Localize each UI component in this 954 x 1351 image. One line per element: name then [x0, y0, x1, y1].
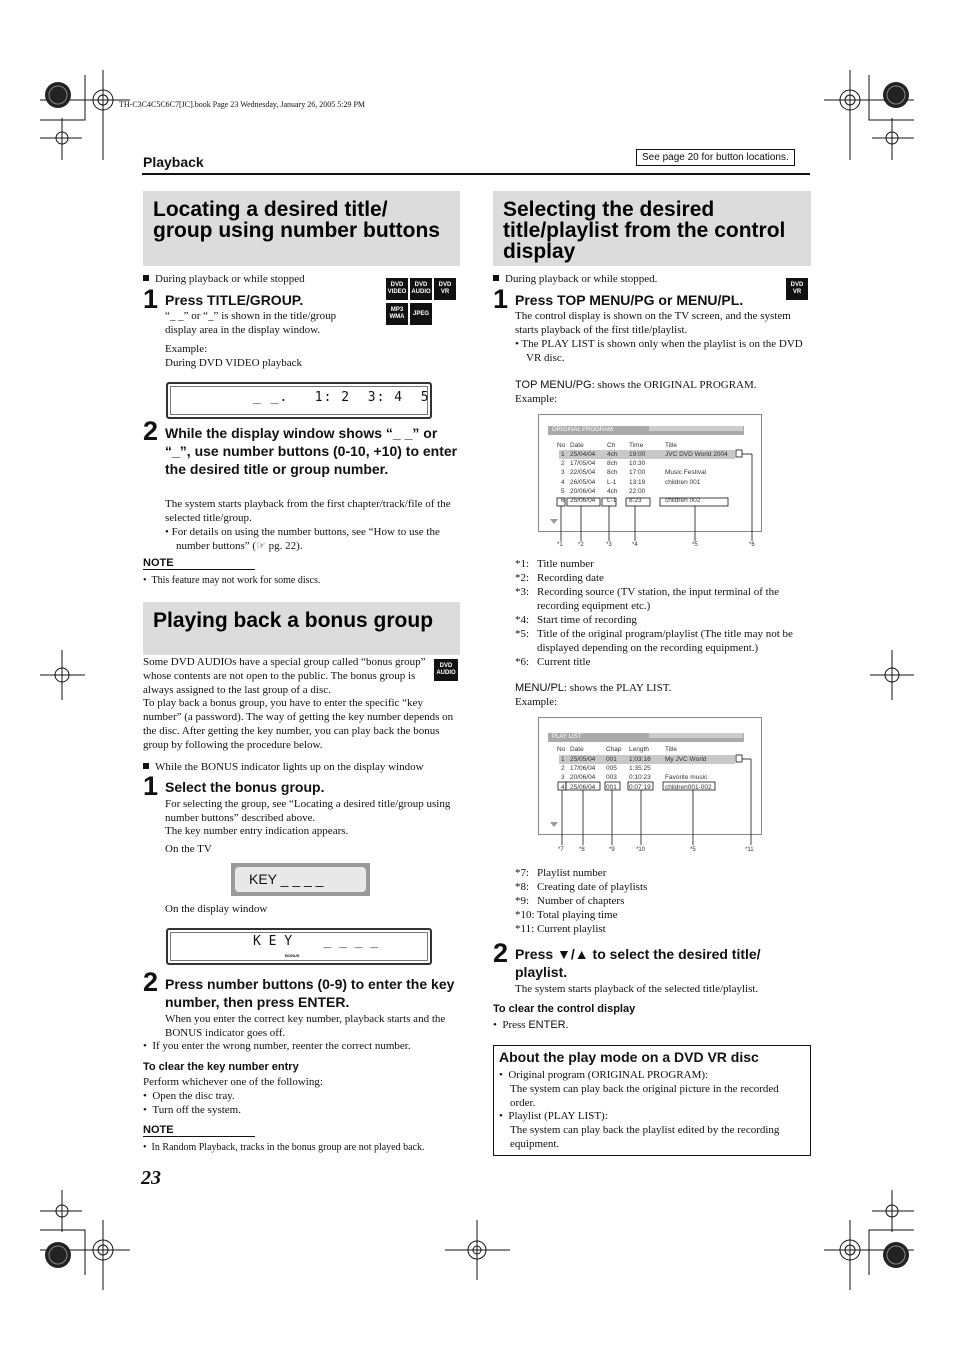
footnote: *3: Recording source (TV station, the input terminal of the recording equipment etc.)	[515, 586, 780, 612]
display-window-title-group	[166, 382, 432, 419]
step-1-text: “_ _” or “_” is shown in the title/group display area in the display window.	[165, 310, 337, 336]
note-text: • This feature may not work for some discs.	[143, 575, 321, 586]
play-mode-box-title: About the play mode on a DVD VR disc	[499, 1049, 759, 1065]
footnote: *9: Number of chapters	[515, 895, 625, 907]
clear-key-bullet-2: • Turn off the system.	[143, 1104, 241, 1116]
play-list-callout-lines	[538, 717, 768, 852]
table-cell: My JVC World	[665, 756, 707, 763]
play-list-callouts: *7 *8 *9 *10 *5 *11	[558, 847, 754, 853]
display-window-key	[166, 928, 432, 965]
condition-bonus: While the BONUS indicator lights up on the display window	[143, 760, 424, 774]
table-cell: 8:23	[629, 496, 642, 504]
step-2-text: The system starts playback from the first chapter/track/file of the selected title/group.	[165, 498, 451, 524]
table-cell: JVC DVD World 2004	[665, 451, 728, 458]
original-program-screen: ORIGINAL PROGRAM No Date Ch Time Title 1 25/04/04 4ch 19:00 JVC DVD World 2004 2 17/05/04 8ch 10:30 3 22/05/04 8ch 17:00 Music Festival 4 26/05/04 L-1 13:19 children 001 5 20/06/04 4ch 22:00 6 25/06/04 L-1 8:23 children 002	[538, 414, 762, 532]
play-list-heading: PLAY LIST	[548, 733, 744, 742]
dvd-video-badge: DVD VIDEO	[386, 278, 408, 300]
menu-pl-example: Example:	[515, 696, 558, 708]
table-cell: 8ch	[607, 460, 618, 468]
clear-key-text: Perform whichever one of the following:	[143, 1076, 323, 1088]
bonus-step-1-title: Select the bonus group.	[165, 779, 325, 795]
table-cell: 22/05/04	[570, 469, 596, 477]
table-cell: Favorite music	[665, 774, 708, 782]
page-number: 23	[141, 1167, 161, 1189]
table-cell: 1	[561, 451, 565, 458]
bonus-intro-2: To play back a bonus group, you have to enter the specific “key number” (a password). The way of getting the key number depends on the disc. After getting the key number, you can play back the bonus group by following the procedure below.	[143, 697, 454, 751]
see-page-note: See page 20 for button locations.	[636, 149, 795, 166]
table-cell: 10:30	[629, 460, 646, 468]
table-cell: 17/06/04	[570, 765, 596, 773]
bonus-step-2-text: When you enter the correct key number, playback starts and the BONUS indicator goes off.	[165, 1013, 446, 1039]
table-cell: 0:10:23	[629, 774, 651, 782]
table-cell: 20/06/04	[570, 774, 596, 782]
dvd-audio-badge-bonus: DVD AUDIO	[434, 659, 458, 681]
original-program-callout-lines	[538, 414, 768, 549]
table-cell: 001	[606, 756, 617, 763]
right-step-1-number: 1	[493, 284, 509, 314]
footnotes-play-list	[515, 866, 810, 936]
section-label: Playback	[143, 154, 204, 170]
clear-key-bullet-1: • Open the disc tray.	[143, 1090, 235, 1102]
top-menu-line: TOP MENU/PG: shows the ORIGINAL PROGRAM.	[515, 379, 757, 391]
footnote: *4: Start time of recording	[515, 614, 637, 626]
bonus-indicator: BONUS	[285, 953, 300, 958]
right-step-1-bullet: • The PLAY LIST is shown only when the playlist is on the DVD VR disc.	[515, 338, 803, 364]
table-cell: 5	[561, 487, 565, 495]
play-list-screen: PLAY LIST No Date Chap Length Title 1 25/05/04 001 1:03:16 My JVC World 2 17/06/04 005 1:35:25 3 20/06/04 003 0:10:23 Favorite music 4 25/06/04 001 0:07:19 children001-002	[538, 717, 762, 835]
bonus-step-1-number: 1	[143, 771, 159, 801]
display-readout: _ _. 1: 2 3: 4 5	[253, 390, 430, 405]
table-cell: children 001	[665, 478, 701, 486]
footnote: *8: Creating date of playlists	[515, 881, 648, 893]
bonus-step-1-text: For selecting the group, see “Locating a desired title/group using number buttons” described above.	[165, 798, 451, 824]
table-cell: children001-002	[665, 783, 712, 791]
step-2-number: 2	[143, 416, 159, 446]
table-cell: 25/05/04	[570, 756, 596, 763]
right-step-2-number: 2	[493, 938, 509, 968]
bonus-step-1-text-2: The key number entry indication appears.	[165, 825, 349, 837]
bonus-intro: Some DVD AUDIOs have a special group called “bonus group” whose contents are not open to the public. The bonus group is always assigned to the last group of a disc.	[143, 656, 426, 696]
table-cell: 25/06/04	[570, 783, 596, 791]
note-label: NOTE	[143, 557, 255, 570]
jpeg-badge: JPEG	[410, 303, 432, 325]
table-cell: 1:35:25	[629, 765, 651, 773]
example-text: During DVD VIDEO playback	[165, 357, 302, 369]
table-cell: 3	[561, 774, 565, 782]
original-program-heading: ORIGINAL PROGRAM	[548, 426, 744, 435]
dvd-audio-badge: DVD AUDIO	[410, 278, 432, 300]
right-step-1-title: Press TOP MENU/PG or MENU/PL.	[515, 292, 744, 308]
clear-display-bullet: • Press ENTER.	[493, 1019, 569, 1031]
play-mode-item-1-text: The system can play back the original picture in the recorded order.	[510, 1083, 779, 1109]
table-cell: 1:03:16	[629, 756, 651, 763]
table-cell: 8ch	[607, 469, 618, 477]
disc-badges	[386, 278, 458, 326]
table-cell: Music Festival	[665, 469, 707, 477]
table-cell: 2	[561, 460, 565, 468]
table-cell: 003	[606, 774, 617, 782]
header-rule	[142, 173, 810, 175]
table-cell: 4ch	[607, 487, 618, 495]
footnote: *1: Title number	[515, 558, 594, 570]
condition-locating: During playback or while stopped	[143, 272, 305, 286]
table-cell: 4	[561, 478, 565, 486]
play-mode-item-1: • Original program (ORIGINAL PROGRAM):	[499, 1069, 709, 1081]
footnote: *10: Total playing time	[515, 909, 618, 921]
step-1-number: 1	[143, 284, 159, 314]
section-title-bonus: Playing back a bonus group	[143, 602, 460, 655]
table-cell: L-1	[607, 496, 617, 504]
table-cell: 25/04/04	[570, 451, 596, 458]
table-cell: 4ch	[607, 451, 618, 458]
top-menu-example: Example:	[515, 393, 558, 405]
bonus-step-2-bullet: • If you enter the wrong number, reenter the correct number.	[143, 1040, 411, 1052]
clear-key-title: To clear the key number entry	[143, 1061, 299, 1073]
play-mode-item-2: • Playlist (PLAY LIST):	[499, 1110, 608, 1122]
clear-display-title: To clear the control display	[493, 1003, 636, 1015]
original-program-callouts: *1 *2 *3 *4 *5 *6	[557, 542, 755, 548]
right-step-1-text: The control display is shown on the TV screen, and the system starts playback of the first title/playlist.	[515, 310, 791, 336]
footnote: *7: Playlist number	[515, 867, 607, 879]
dvd-vr-badge: DVD VR	[434, 278, 456, 300]
footnote: *11: Current playlist	[515, 923, 606, 935]
bonus-note-label: NOTE	[143, 1124, 255, 1137]
bonus-step-2-title: Press number buttons (0-9) to enter the key number, then press ENTER.	[165, 976, 455, 1010]
table-cell: 20/06/04	[570, 487, 596, 495]
play-mode-info-box	[493, 1045, 811, 1156]
on-tv-label: On the TV	[165, 843, 212, 855]
mp3-wma-badge: MP3 WMA	[386, 303, 408, 325]
table-cell: 13:19	[629, 478, 646, 486]
table-cell: 26/05/04	[570, 478, 596, 486]
section-title-selecting: Selecting the desired title/playlist from the control display	[493, 191, 811, 266]
step-2-title: While the display window shows “_ _” or “_”, use number buttons (0-10, +10) to enter the desired title or group number.	[165, 425, 458, 477]
footnote: *5: Title of the original program/playlist (The title may not be displayed depending on the recording equipment.)	[515, 628, 793, 654]
table-cell: 19:00	[629, 451, 646, 458]
tv-key-entry-box	[231, 863, 370, 896]
table-cell: 2	[561, 765, 565, 773]
table-cell: 3	[561, 469, 565, 477]
table-cell: 4	[561, 783, 565, 791]
footnotes-original-program	[515, 557, 810, 669]
condition-selecting: During playback or while stopped.	[493, 272, 657, 286]
table-cell: 005	[606, 765, 617, 773]
on-display-label: On the display window	[165, 903, 268, 915]
step-1-title: Press TITLE/GROUP.	[165, 292, 304, 308]
bonus-note-text: • In Random Playback, tracks in the bonus group are not played back.	[143, 1142, 425, 1153]
table-cell: children 002	[665, 496, 701, 504]
table-cell: 22:00	[629, 487, 646, 495]
table-cell: 0:07:19	[629, 783, 651, 791]
footnote: *2: Recording date	[515, 572, 604, 584]
table-cell: 6	[561, 496, 565, 504]
example-label: Example:	[165, 343, 208, 355]
play-mode-item-2-text: The system can play back the playlist edited by the recording equipment.	[510, 1124, 780, 1150]
table-cell: 1	[561, 756, 565, 763]
section-title-locating: Locating a desired title/ group using number buttons	[143, 191, 460, 266]
menu-pl-line: MENU/PL: shows the PLAY LIST.	[515, 682, 672, 694]
right-step-2-text: The system starts playback of the selected title/playlist.	[515, 983, 759, 995]
step-2-bullet: • For details on using the number buttons, see “How to use the number buttons” (☞ pg. 22).	[165, 526, 440, 552]
bonus-step-2-number: 2	[143, 967, 159, 997]
table-cell: 17:00	[629, 469, 646, 477]
dvd-vr-badge-right: DVD VR	[786, 278, 808, 300]
table-cell: L-1	[607, 478, 617, 486]
table-cell: 001	[606, 783, 617, 791]
display-key-readout: K E Y _ _ _ _	[253, 934, 379, 949]
table-cell: 17/05/04	[570, 460, 596, 468]
table-cell: 25/06/04	[570, 496, 596, 504]
tv-key-entry: KEY _ _ _ _	[235, 867, 366, 892]
file-info-line: TH-C3C4C5C6C7[JC].book Page 23 Wednesday, January 26, 2005 5:29 PM	[119, 100, 366, 109]
right-step-2-title: Press ▼/▲ to select the desired title/ playlist.	[515, 946, 761, 980]
footnote: *6: Current title	[515, 656, 591, 668]
